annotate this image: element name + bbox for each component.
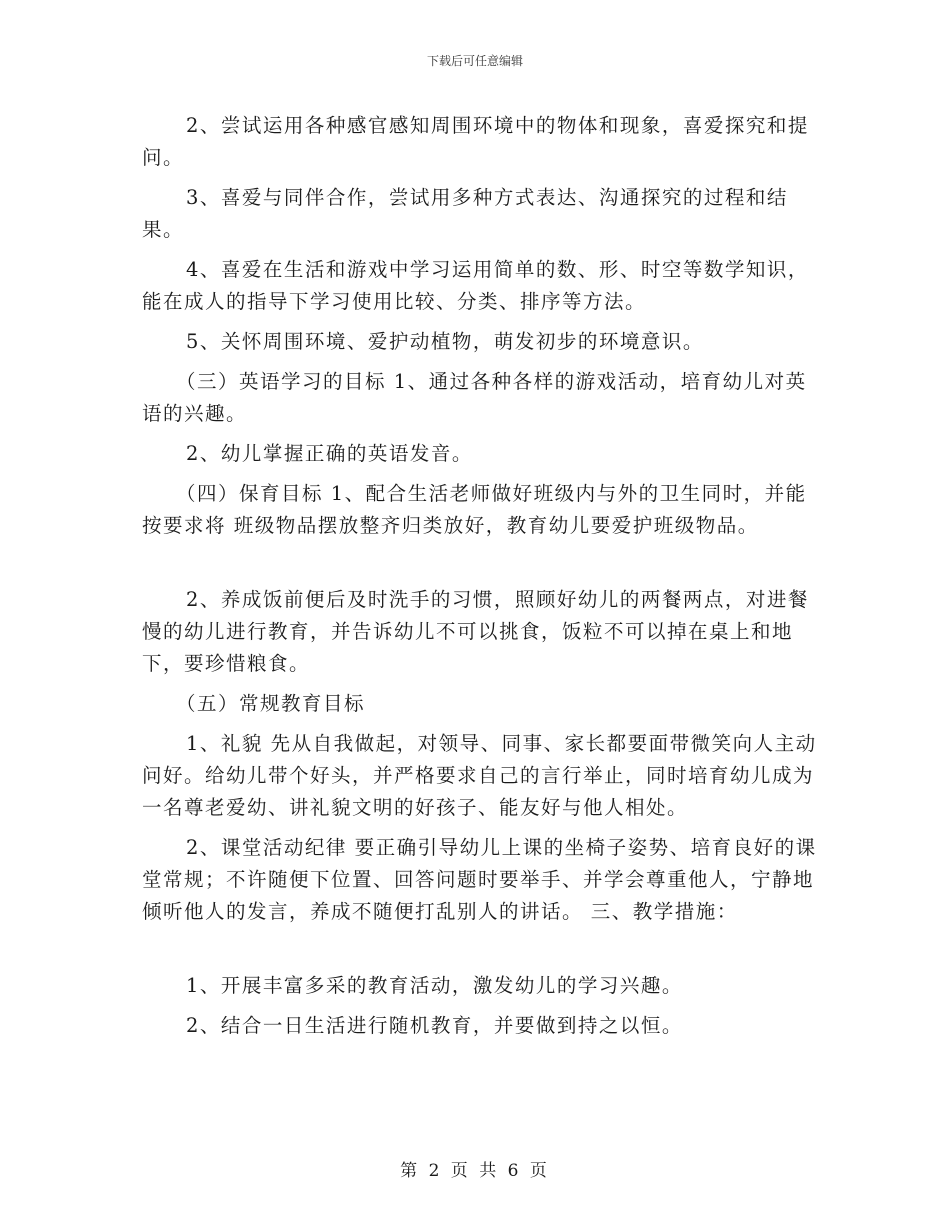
section-heading-english-goals: （三）英语学习的目标 1、通过各种各样的游戏活动，培育幼儿对英语的兴趣。 bbox=[142, 370, 807, 425]
paragraph: 2、结合一日生活进行随机教育，并要做到持之以恒。 bbox=[186, 1014, 683, 1037]
section-heading-care-goals: （四）保育目标 1、配合生活老师做好班级内与外的卫生同时，并能按要求将 班级物品摆放整齐归类放好，教育幼儿要爱护班级物品。 bbox=[142, 482, 807, 537]
paragraph: 4、喜爱在生活和游戏中学习运用简单的数、形、时空等数学知识，能在成人的指导下学习使用比较、分类、排序等方法。 bbox=[142, 258, 809, 313]
page-header-note: 下载后可任意编辑 bbox=[426, 54, 523, 68]
paragraph: 2、养成饭前便后及时洗手的习惯，照顾好幼儿的两餐两点，对进餐慢的幼儿进行教育，并告诉幼儿不可以挑食，饭粒不可以掉在桌上和地下，要珍惜粮食。 bbox=[142, 588, 809, 675]
paragraph: 5、关怀周围环境、爱护动植物，萌发初步的环境意识。 bbox=[186, 330, 704, 353]
document-body bbox=[142, 110, 822, 1050]
paragraph: 3、喜爱与同伴合作，尝试用多种方式表达、沟通探究的过程和结果。 bbox=[142, 186, 788, 241]
paragraph: 1、礼貌 先从自我做起，对领导、同事、家长都要面带微笑向人主动问好。给幼儿带个好头，并严格要求自己的言行举止，同时培育幼儿成为一名尊老爱幼、讲礼貌文明的好孩子、能友好与他人相处。 bbox=[142, 732, 817, 819]
paragraph: 2、幼儿掌握正确的英语发音。 bbox=[186, 442, 473, 465]
paragraph: 2、课堂活动纪律 要正确引导幼儿上课的坐椅子姿势、培育良好的课堂常规；不许随便下位置、回答问题时要举手、并学会尊重他人，宁静地倾听他人的发言，养成不随便打乱别人的讲话。 三、教学措施： bbox=[142, 836, 817, 923]
section-heading-routine-goals: （五）常规教育目标 bbox=[176, 692, 366, 715]
page-number-footer: 第 2 页 共 6 页 bbox=[400, 1161, 550, 1181]
paragraph: 1、开展丰富多采的教育活动，激发幼儿的学习兴趣。 bbox=[186, 974, 683, 997]
paragraph: 2、尝试运用各种感官感知周围环境中的物体和现象，喜爱探究和提问。 bbox=[142, 114, 809, 169]
